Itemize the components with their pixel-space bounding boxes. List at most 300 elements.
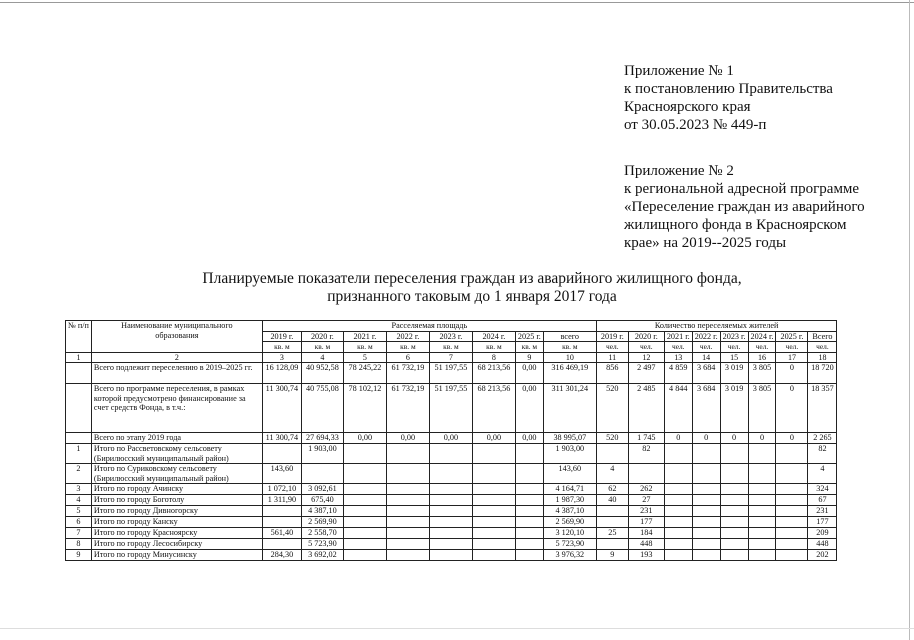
cell-people: 0 <box>776 363 808 384</box>
cell-area: 3 120,10 <box>543 528 596 539</box>
table-row <box>66 550 837 561</box>
cell-people <box>692 539 720 550</box>
header-column-number: 3 <box>262 352 301 363</box>
table-row <box>66 528 837 539</box>
cell-people <box>776 495 808 506</box>
header-people-year: 2023 г. <box>720 331 748 342</box>
cell-area <box>343 550 386 561</box>
cell-people: 1 745 <box>628 433 664 444</box>
cell-people <box>748 539 776 550</box>
row-name: Всего подлежит переселению в 2019–2025 гг. <box>91 363 262 384</box>
cell-area <box>386 444 429 464</box>
cell-people: 2 265 <box>808 433 837 444</box>
header-people-unit: чел. <box>748 342 776 353</box>
cell-people: 9 <box>596 550 628 561</box>
cell-area: 2 569,90 <box>301 517 343 528</box>
cell-area <box>515 550 543 561</box>
cell-area <box>262 539 301 550</box>
right-edge <box>909 0 910 640</box>
title-line-2: признанного таковым до 1 января 2017 года <box>327 288 617 305</box>
cell-area <box>515 464 543 484</box>
cell-area <box>386 506 429 517</box>
cell-people: 0 <box>664 433 692 444</box>
cell-area: 68 213,56 <box>472 384 515 433</box>
cell-people <box>720 517 748 528</box>
header-area-year: 2025 г. <box>515 331 543 342</box>
row-number <box>66 363 92 384</box>
header-column-number: 15 <box>720 352 748 363</box>
table-row <box>66 484 837 495</box>
cell-people <box>692 528 720 539</box>
cell-people <box>776 506 808 517</box>
cell-area <box>429 506 472 517</box>
header-people-year: 2019 г. <box>596 331 628 342</box>
cell-area: 78 102,12 <box>343 384 386 433</box>
header-column-number: 10 <box>543 352 596 363</box>
header-people-unit: чел. <box>776 342 808 353</box>
cell-area <box>386 495 429 506</box>
cell-area <box>515 517 543 528</box>
cell-area <box>515 444 543 464</box>
cell-people <box>748 550 776 561</box>
cell-area <box>343 539 386 550</box>
cell-area: 16 128,09 <box>262 363 301 384</box>
appendix-1-line: Красноярского края <box>624 99 751 115</box>
cell-area: 0,00 <box>429 433 472 444</box>
header-num: № п/п <box>66 321 92 353</box>
appendix-2-block <box>624 162 865 252</box>
cell-area <box>515 528 543 539</box>
cell-people: 25 <box>596 528 628 539</box>
header-column-number: 17 <box>776 352 808 363</box>
cell-people: 67 <box>808 495 837 506</box>
header-people-year: 2025 г. <box>776 331 808 342</box>
cell-area: 0,00 <box>515 433 543 444</box>
cell-people <box>748 528 776 539</box>
header-area-unit: кв. м <box>429 342 472 353</box>
cell-area <box>515 506 543 517</box>
row-name: Итого по городу Канску <box>91 517 262 528</box>
cell-people: 18 357 <box>808 384 837 433</box>
cell-people <box>720 484 748 495</box>
cell-people <box>692 550 720 561</box>
appendix-2-line: к региональной адресной программе <box>624 181 860 197</box>
cell-area <box>515 539 543 550</box>
cell-area <box>343 506 386 517</box>
cell-area: 316 469,19 <box>543 363 596 384</box>
cell-people <box>748 464 776 484</box>
header-area-unit: кв. м <box>262 342 301 353</box>
cell-area: 38 995,07 <box>543 433 596 444</box>
cell-people <box>776 517 808 528</box>
cell-people: 4 <box>596 464 628 484</box>
cell-area <box>343 528 386 539</box>
cell-area <box>472 495 515 506</box>
row-name: Итого по городу Лесосибирску <box>91 539 262 550</box>
cell-area <box>429 539 472 550</box>
table-row <box>66 506 837 517</box>
cell-people <box>692 495 720 506</box>
row-name: Всего по программе переселения, в рамках которой предусмотрено финансирование за счет средств Фонда, в т.ч.: <box>91 384 262 433</box>
cell-area: 143,60 <box>262 464 301 484</box>
header-people-year: 2022 г. <box>692 331 720 342</box>
appendix-2-line: «Переселение граждан из аварийного <box>624 199 865 215</box>
cell-people: 177 <box>808 517 837 528</box>
row-number: 2 <box>66 464 92 484</box>
cell-area: 27 694,33 <box>301 433 343 444</box>
header-area-year: 2019 г. <box>262 331 301 342</box>
cell-people: 62 <box>596 484 628 495</box>
cell-people: 4 859 <box>664 363 692 384</box>
header-people-unit: чел. <box>664 342 692 353</box>
row-number: 4 <box>66 495 92 506</box>
cell-people: 3 684 <box>692 363 720 384</box>
cell-area: 143,60 <box>543 464 596 484</box>
cell-people <box>720 528 748 539</box>
cell-area <box>472 528 515 539</box>
table-row <box>66 384 837 433</box>
cell-area: 0,00 <box>472 433 515 444</box>
row-number <box>66 384 92 433</box>
cell-people: 0 <box>776 433 808 444</box>
cell-people <box>720 506 748 517</box>
cell-people: 202 <box>808 550 837 561</box>
cell-people: 448 <box>628 539 664 550</box>
header-area-year: 2020 г. <box>301 331 343 342</box>
cell-area: 0,00 <box>386 433 429 444</box>
cell-area: 1 311,90 <box>262 495 301 506</box>
bottom-rule <box>0 628 914 629</box>
cell-people: 262 <box>628 484 664 495</box>
row-number: 8 <box>66 539 92 550</box>
header-row-groups <box>66 321 837 332</box>
cell-area <box>429 464 472 484</box>
cell-area: 5 723,90 <box>543 539 596 550</box>
header-row-column-numbers <box>66 352 837 363</box>
cell-people <box>692 464 720 484</box>
cell-area: 5 723,90 <box>301 539 343 550</box>
cell-area: 311 301,24 <box>543 384 596 433</box>
cell-area: 0,00 <box>343 433 386 444</box>
cell-area: 1 987,30 <box>543 495 596 506</box>
cell-area: 61 732,19 <box>386 363 429 384</box>
top-rule <box>0 2 914 3</box>
header-area-unit: кв. м <box>543 342 596 353</box>
cell-people: 2 497 <box>628 363 664 384</box>
header-column-number: 11 <box>596 352 628 363</box>
cell-people <box>664 506 692 517</box>
cell-people <box>748 495 776 506</box>
table-row <box>66 433 837 444</box>
row-name: Итого по городу Ачинску <box>91 484 262 495</box>
header-people-group: Количество переселяемых жителей <box>596 321 837 332</box>
cell-people: 177 <box>628 517 664 528</box>
header-column-number: 13 <box>664 352 692 363</box>
cell-area <box>472 550 515 561</box>
cell-area <box>472 517 515 528</box>
header-column-number: 12 <box>628 352 664 363</box>
cell-people: 2 485 <box>628 384 664 433</box>
cell-people: 324 <box>808 484 837 495</box>
cell-people: 3 805 <box>748 384 776 433</box>
cell-people: 0 <box>776 384 808 433</box>
cell-area: 11 300,74 <box>262 433 301 444</box>
header-people-unit: чел. <box>596 342 628 353</box>
cell-area: 40 755,08 <box>301 384 343 433</box>
cell-people: 0 <box>720 433 748 444</box>
cell-people: 3 805 <box>748 363 776 384</box>
cell-people <box>720 539 748 550</box>
cell-area <box>515 495 543 506</box>
cell-people: 0 <box>692 433 720 444</box>
cell-people: 4 <box>808 464 837 484</box>
cell-people: 0 <box>748 433 776 444</box>
cell-area <box>262 444 301 464</box>
table-row <box>66 495 837 506</box>
cell-people <box>776 484 808 495</box>
cell-people <box>628 464 664 484</box>
table-row <box>66 464 837 484</box>
cell-people <box>692 444 720 464</box>
title-line-1: Планируемые показатели переселения граждан из аварийного жилищного фонда, <box>202 270 742 287</box>
appendix-1-line: от 30.05.2023 № 449-п <box>624 117 767 133</box>
header-column-number: 8 <box>472 352 515 363</box>
cell-people: 448 <box>808 539 837 550</box>
cell-people: 3 019 <box>720 384 748 433</box>
row-number: 6 <box>66 517 92 528</box>
appendix-1-line: Приложение № 1 <box>624 63 734 79</box>
cell-people: 40 <box>596 495 628 506</box>
cell-area: 51 197,55 <box>429 384 472 433</box>
cell-area <box>429 484 472 495</box>
cell-people <box>664 528 692 539</box>
row-name: Итого по Суриковскому сельсовету (Бирилюсский муниципальный район) <box>91 464 262 484</box>
header-column-number: 4 <box>301 352 343 363</box>
header-area-year: 2024 г. <box>472 331 515 342</box>
cell-area <box>386 464 429 484</box>
cell-area: 40 952,58 <box>301 363 343 384</box>
cell-area <box>472 464 515 484</box>
cell-area <box>386 550 429 561</box>
cell-area: 4 164,71 <box>543 484 596 495</box>
header-people-unit: чел. <box>808 342 837 353</box>
header-area-year: всего <box>543 331 596 342</box>
cell-people <box>664 484 692 495</box>
table-body <box>66 321 837 561</box>
cell-people: 27 <box>628 495 664 506</box>
cell-people <box>720 464 748 484</box>
cell-area <box>343 495 386 506</box>
header-people-unit: чел. <box>720 342 748 353</box>
header-area-unit: кв. м <box>301 342 343 353</box>
cell-people <box>776 550 808 561</box>
cell-area <box>429 444 472 464</box>
cell-people: 520 <box>596 384 628 433</box>
header-name: Наименование муниципального образования <box>91 321 262 353</box>
header-column-number: 5 <box>343 352 386 363</box>
cell-people <box>748 506 776 517</box>
cell-people: 520 <box>596 433 628 444</box>
cell-people <box>720 495 748 506</box>
cell-area: 3 092,61 <box>301 484 343 495</box>
cell-people <box>596 517 628 528</box>
cell-area <box>472 539 515 550</box>
appendix-2-line: Приложение № 2 <box>624 163 734 179</box>
appendix-1-block <box>624 62 833 134</box>
cell-people <box>664 517 692 528</box>
header-people-unit: чел. <box>692 342 720 353</box>
cell-people: 231 <box>808 506 837 517</box>
cell-area: 1 903,00 <box>301 444 343 464</box>
cell-area: 1 072,10 <box>262 484 301 495</box>
cell-area <box>343 444 386 464</box>
cell-people <box>664 550 692 561</box>
header-people-year: 2021 г. <box>664 331 692 342</box>
document-title <box>0 270 914 306</box>
header-people-year: Всего <box>808 331 837 342</box>
row-name: Итого по Рассветовскому сельсовету (Бирилюсский муниципальный район) <box>91 444 262 464</box>
cell-area <box>515 484 543 495</box>
cell-area: 561,40 <box>262 528 301 539</box>
cell-people <box>692 506 720 517</box>
table-row <box>66 539 837 550</box>
cell-area <box>262 517 301 528</box>
cell-people: 184 <box>628 528 664 539</box>
cell-area: 78 245,22 <box>343 363 386 384</box>
row-number <box>66 433 92 444</box>
cell-area <box>429 528 472 539</box>
cell-people <box>664 444 692 464</box>
cell-area: 675,40 <box>301 495 343 506</box>
header-column-number: 14 <box>692 352 720 363</box>
table-row <box>66 444 837 464</box>
cell-area <box>343 517 386 528</box>
row-name: Итого по городу Дивногорску <box>91 506 262 517</box>
cell-people: 231 <box>628 506 664 517</box>
cell-area <box>301 464 343 484</box>
cell-people <box>776 444 808 464</box>
header-column-number: 1 <box>66 352 92 363</box>
cell-area: 284,30 <box>262 550 301 561</box>
header-area-unit: кв. м <box>515 342 543 353</box>
cell-people <box>664 464 692 484</box>
cell-people: 82 <box>628 444 664 464</box>
appendix-2-line: жилищного фонда в Красноярском <box>624 217 847 233</box>
cell-area <box>386 539 429 550</box>
header-people-year: 2024 г. <box>748 331 776 342</box>
cell-area: 11 300,74 <box>262 384 301 433</box>
cell-people: 18 720 <box>808 363 837 384</box>
appendix-2-line: крае» на 2019--2025 годы <box>624 235 787 251</box>
header-area-year: 2021 г. <box>343 331 386 342</box>
header-area-unit: кв. м <box>472 342 515 353</box>
header-column-number: 9 <box>515 352 543 363</box>
cell-area: 61 732,19 <box>386 384 429 433</box>
cell-area <box>386 517 429 528</box>
cell-people <box>720 550 748 561</box>
header-area-unit: кв. м <box>386 342 429 353</box>
cell-people: 209 <box>808 528 837 539</box>
header-column-number: 18 <box>808 352 837 363</box>
cell-people <box>596 506 628 517</box>
header-column-number: 6 <box>386 352 429 363</box>
cell-area: 1 903,00 <box>543 444 596 464</box>
header-area-year: 2023 г. <box>429 331 472 342</box>
cell-people <box>664 495 692 506</box>
cell-people <box>776 539 808 550</box>
cell-people <box>664 539 692 550</box>
cell-area: 3 692,02 <box>301 550 343 561</box>
header-column-number: 7 <box>429 352 472 363</box>
cell-people <box>596 444 628 464</box>
table-row <box>66 517 837 528</box>
cell-people <box>748 517 776 528</box>
cell-people: 3 019 <box>720 363 748 384</box>
cell-people <box>776 528 808 539</box>
row-name: Итого по городу Минусинску <box>91 550 262 561</box>
cell-area <box>343 464 386 484</box>
cell-area <box>429 550 472 561</box>
header-people-year: 2020 г. <box>628 331 664 342</box>
header-area-year: 2022 г. <box>386 331 429 342</box>
header-column-number: 2 <box>91 352 262 363</box>
cell-area <box>386 528 429 539</box>
cell-people <box>692 484 720 495</box>
cell-area <box>343 484 386 495</box>
cell-people: 856 <box>596 363 628 384</box>
row-number: 1 <box>66 444 92 464</box>
header-area-unit: кв. м <box>343 342 386 353</box>
cell-people: 3 684 <box>692 384 720 433</box>
cell-area: 4 387,10 <box>301 506 343 517</box>
cell-people <box>692 517 720 528</box>
cell-people: 193 <box>628 550 664 561</box>
appendix-1-line: к постановлению Правительства <box>624 81 833 97</box>
cell-people <box>748 484 776 495</box>
cell-area: 0,00 <box>515 384 543 433</box>
row-name: Итого по городу Красноярску <box>91 528 262 539</box>
cell-area <box>429 495 472 506</box>
row-name: Итого по городу Боготолу <box>91 495 262 506</box>
row-number: 3 <box>66 484 92 495</box>
cell-area: 3 976,32 <box>543 550 596 561</box>
cell-area <box>262 506 301 517</box>
header-people-unit: чел. <box>628 342 664 353</box>
cell-people <box>720 444 748 464</box>
header-column-number: 16 <box>748 352 776 363</box>
cell-area: 51 197,55 <box>429 363 472 384</box>
cell-area: 68 213,56 <box>472 363 515 384</box>
header-area-group: Расселяемая площадь <box>262 321 596 332</box>
cell-people <box>776 464 808 484</box>
row-number: 7 <box>66 528 92 539</box>
cell-area <box>429 517 472 528</box>
cell-people: 4 844 <box>664 384 692 433</box>
cell-area: 4 387,10 <box>543 506 596 517</box>
resettlement-table <box>65 320 837 561</box>
cell-area <box>472 484 515 495</box>
row-number: 9 <box>66 550 92 561</box>
cell-area <box>386 484 429 495</box>
cell-area: 2 558,70 <box>301 528 343 539</box>
row-name: Всего по этапу 2019 года <box>91 433 262 444</box>
cell-area <box>472 506 515 517</box>
table-row <box>66 363 837 384</box>
cell-people <box>596 539 628 550</box>
cell-area: 0,00 <box>515 363 543 384</box>
cell-people <box>748 444 776 464</box>
cell-people: 82 <box>808 444 837 464</box>
